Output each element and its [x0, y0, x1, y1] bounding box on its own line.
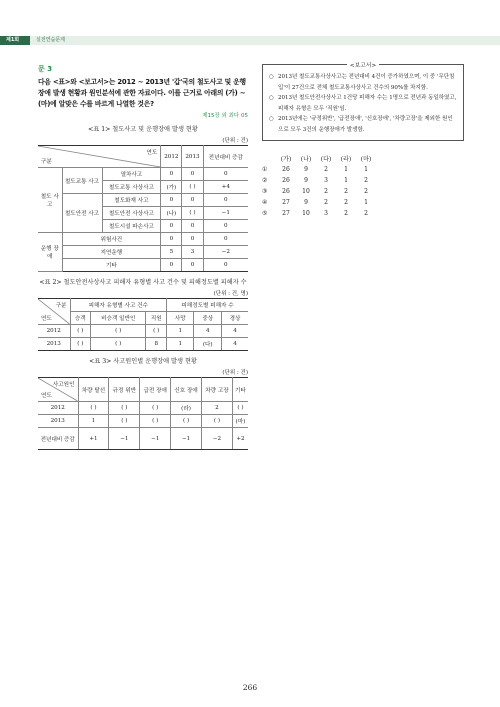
answer-header: (라): [340, 156, 352, 163]
page-header: [0, 0, 500, 44]
report-bullet: ○: [269, 74, 274, 80]
answer-value: 1: [344, 177, 348, 184]
page-number: 266: [242, 683, 258, 692]
table-row: [38, 338, 248, 351]
table2-cell: 1: [167, 338, 194, 351]
table3-h6: 기타: [232, 378, 248, 402]
report-item-text: 2013년에는 '규정위반', '급전장애', '신호장애', '차량고장'을 제외한 원인으로 모두 3건의 운행장애가 발생함.: [278, 116, 453, 133]
table3-h2: 규정 위반: [109, 378, 140, 402]
question-column: [38, 64, 248, 450]
answer-value: 2: [364, 177, 368, 184]
table1-row-label: 지연운행: [62, 246, 161, 259]
answer-value: 3: [324, 210, 328, 217]
answer-option-mark[interactable]: ①: [262, 166, 268, 173]
table2: [38, 298, 248, 351]
table3-change-label: 전년대비 증감: [38, 428, 78, 450]
answer-option[interactable]: [262, 175, 376, 186]
table-row: [38, 325, 248, 338]
table1-group-op: 운행 장애: [38, 233, 62, 272]
table2-h-public: 비승객 일반인: [91, 312, 146, 325]
question-source: 제15장 외 최다 05: [202, 113, 248, 119]
table3-cell: (라): [171, 402, 202, 415]
table1-cell: 5: [161, 246, 182, 259]
table2-cell: ( ): [70, 325, 91, 338]
answer-value: 1: [364, 199, 368, 206]
report-item: [269, 114, 457, 135]
table1-unit: (단위 : 건): [222, 138, 248, 144]
table3-cell: ( ): [140, 402, 171, 415]
answer-option[interactable]: [262, 186, 376, 197]
table1-row-label: 열차사고: [102, 168, 161, 181]
answer-option-mark[interactable]: ③: [262, 188, 268, 195]
answer-option[interactable]: [262, 164, 376, 175]
table2-caption: <표 2> 철도안전사상사고 피해자 유형별 사고 건수 및 피해정도별 피해자 수: [39, 279, 247, 286]
table2-h-major: 중상: [194, 312, 221, 325]
table1-cell: 0: [182, 233, 203, 246]
table1-sub-safety: 철도안전 사고: [62, 194, 102, 233]
report-item: [269, 72, 457, 93]
answer-option-mark[interactable]: ④: [262, 199, 268, 206]
report-column: [262, 64, 464, 219]
table3-cell: ( ): [109, 402, 140, 415]
answer-header: (가): [280, 156, 292, 163]
table2-group-type: 피해자 유형별 사고 건수: [70, 299, 167, 312]
table3-cell: −1: [171, 428, 202, 450]
table3: [38, 377, 248, 450]
table2-corner-top: 구분: [55, 303, 67, 309]
table1-cell: 0: [182, 259, 203, 272]
table1: [38, 145, 248, 272]
table1-row-label: 위험사건: [62, 233, 161, 246]
table3-caption: <표 3> 사고원인별 운행장애 발생 현황: [89, 358, 197, 365]
report-item-text: 2013년 철도안전사상사고 1건당 피해자 수는 1명으로 전년과 동일하였고, 피해자 유형은 모두 '직원'임.: [278, 95, 457, 112]
answer-value: 10: [302, 210, 310, 217]
table2-h-minor: 경상: [221, 312, 248, 325]
answer-header: (마): [360, 156, 372, 163]
table1-caption: <표 1> 철도사고 및 운행장애 발생 현황: [88, 126, 198, 133]
table2-h-staff: 직원: [146, 312, 167, 325]
table-row: [38, 428, 248, 450]
report-box: [262, 64, 464, 141]
table1-cell: 0: [203, 168, 248, 181]
table1-cell: 0: [161, 233, 182, 246]
answer-header-blank: [262, 153, 276, 164]
table1-cell: ( ): [182, 207, 203, 220]
table-row: [38, 233, 248, 246]
answer-header-row: [262, 153, 376, 164]
table1-cell: 0: [203, 194, 248, 207]
table1-cell: (나): [161, 207, 182, 220]
table1-col-2012: 2012: [161, 146, 182, 168]
answer-value: 2: [364, 188, 368, 195]
table2-cell: 4: [221, 338, 248, 351]
table2-cell: 4: [194, 325, 221, 338]
table1-cell: 0: [203, 259, 248, 272]
table1-sub-traffic: 철도교통 사고: [62, 168, 102, 194]
table-row: [38, 402, 248, 415]
answer-option[interactable]: [262, 197, 376, 208]
answer-value: 9: [304, 199, 308, 206]
table1-row-label: 철도교통 사상사고: [102, 181, 161, 194]
table-row: [38, 246, 248, 259]
table1-row-label: 철도화재 사고: [102, 194, 161, 207]
table1-cell: 0: [182, 220, 203, 233]
header-title: 실전연습문제: [36, 37, 65, 43]
table1-row-label: 기타: [62, 259, 161, 272]
table1-cell: 0: [161, 194, 182, 207]
table2-cell: 1: [167, 325, 194, 338]
report-title: <보고서>: [347, 63, 380, 69]
table1-corner-top: 연도: [146, 150, 158, 156]
table1-cell: 0: [203, 220, 248, 233]
table2-year: 2013: [38, 338, 70, 351]
answer-option-mark[interactable]: ⑤: [262, 210, 268, 217]
answer-header: (다): [320, 156, 332, 163]
answer-value: 2: [344, 199, 348, 206]
table3-h4: 신호 장애: [171, 378, 202, 402]
table3-cell: −1: [109, 428, 140, 450]
table2-cell: (다): [194, 338, 221, 351]
table2-h-death: 사망: [167, 312, 194, 325]
table3-cell: −2: [202, 428, 233, 450]
table-row: [38, 168, 248, 181]
answer-value: 1: [364, 166, 368, 173]
table1-row-label: 철도안전 사상사고: [102, 207, 161, 220]
table3-h3: 급전 장애: [140, 378, 171, 402]
table3-cell: ( ): [78, 402, 109, 415]
table1-cell: −2: [203, 246, 248, 259]
report-bullet: ○: [269, 116, 274, 122]
table2-h-passenger: 승객: [70, 312, 91, 325]
table3-unit: (단위 : 건): [222, 370, 248, 376]
table3-h1: 차량 탈선: [78, 378, 109, 402]
report-bullet: ○: [269, 95, 274, 101]
table2-corner-bottom: 연도: [41, 316, 52, 322]
answer-option[interactable]: [262, 208, 376, 219]
table2-corner: [38, 299, 70, 325]
table1-row-label: 철도시설 파손사고: [102, 220, 161, 233]
table1-cell: 0: [182, 194, 203, 207]
table1-cell: ( ): [182, 181, 203, 194]
table3-cell: ( ): [109, 415, 140, 428]
table3-corner: [38, 378, 78, 402]
table2-cell: 8: [146, 338, 167, 351]
table2-unit: (단위 : 건, 명): [213, 291, 248, 297]
answer-value: 2: [324, 166, 328, 173]
table3-corner-bottom: 연도: [41, 393, 52, 399]
table1-col-2013: 2013: [182, 146, 203, 168]
table3-h5: 차량 고장: [202, 378, 233, 402]
answer-value: 26: [282, 188, 290, 195]
table3-cell: +2: [232, 428, 248, 450]
table3-cell: 1: [78, 415, 109, 428]
table1-cell: +4: [203, 181, 248, 194]
table-row: [38, 194, 248, 207]
table3-cell: ( ): [171, 415, 202, 428]
table-row: [38, 259, 248, 272]
table2-cell: ( ): [91, 325, 146, 338]
table3-year: 2012: [38, 402, 78, 415]
answer-option-mark[interactable]: ②: [262, 177, 268, 184]
table1-corner-bottom: 구분: [41, 159, 52, 165]
table1-cell: 0: [161, 168, 182, 181]
question-stem: 다음 <표>와 <보고서>는 2012 ~ 2013년 '갑'국의 철도사고 및 운행장애 발생 현황과 원인분석에 관한 자료이다. 이를 근거로 아래의 (가) ~ (마)에 알맞은 수를 바르게 나열한 것은?: [38, 78, 246, 108]
table1-cell: 0: [161, 220, 182, 233]
table2-year: 2012: [38, 325, 70, 338]
answer-value: 2: [344, 210, 348, 217]
table2-group-degree: 피해정도별 피해자 수: [167, 299, 248, 312]
table3-cell: ( ): [232, 402, 248, 415]
table1-cell: 0: [161, 259, 182, 272]
answer-value: 26: [282, 177, 290, 184]
table1-cell: 3: [182, 246, 203, 259]
table3-cell: −1: [140, 428, 171, 450]
table3-cell: ( ): [202, 415, 233, 428]
answer-value: 27: [282, 199, 290, 206]
answer-choices: [262, 153, 376, 219]
table2-cell: ( ): [70, 338, 91, 351]
header-bar: [30, 36, 500, 45]
table3-cell: (마): [232, 415, 248, 428]
table2-cell: ( ): [146, 325, 167, 338]
table1-cell: 0: [203, 233, 248, 246]
answer-value: 3: [324, 177, 328, 184]
answer-header: (나): [300, 156, 312, 163]
answer-value: 10: [302, 188, 310, 195]
table1-corner: [38, 146, 161, 168]
table1-cell: (가): [161, 181, 182, 194]
table3-cell: +1: [78, 428, 109, 450]
table1-cell: −1: [203, 207, 248, 220]
header-round: 제1회: [6, 37, 20, 43]
answer-value: 2: [324, 188, 328, 195]
table-row: [38, 415, 248, 428]
table1-cell: 0: [182, 168, 203, 181]
table2-cell: 4: [221, 325, 248, 338]
table2-cell: ( ): [91, 338, 146, 351]
table3-corner-top: 사고원인: [52, 382, 75, 388]
answer-value: 2: [324, 199, 328, 206]
answer-value: 2: [364, 210, 368, 217]
answer-value: 27: [282, 210, 290, 217]
report-item-text: 2013년 철도교통사상사고는 전년대비 4건이 증가하였으며, 이 중 '무단침입'이 27건으로 전체 철도교통사상사고 건수의 90%를 차지함.: [278, 74, 455, 91]
answer-value: 2: [344, 188, 348, 195]
table3-cell: 2: [202, 402, 233, 415]
answer-value: 26: [282, 166, 290, 173]
table3-cell: ( ): [140, 415, 171, 428]
report-item: [269, 93, 457, 114]
report-title-wrap: [263, 60, 463, 69]
answer-value: 1: [344, 166, 348, 173]
answer-value: 9: [304, 166, 308, 173]
table1-col-change: 전년대비 증감: [203, 146, 248, 168]
question-number: 문 3: [38, 65, 53, 73]
answer-value: 9: [304, 177, 308, 184]
table1-group-rail: 철도 사고: [38, 168, 62, 233]
table3-year: 2013: [38, 415, 78, 428]
